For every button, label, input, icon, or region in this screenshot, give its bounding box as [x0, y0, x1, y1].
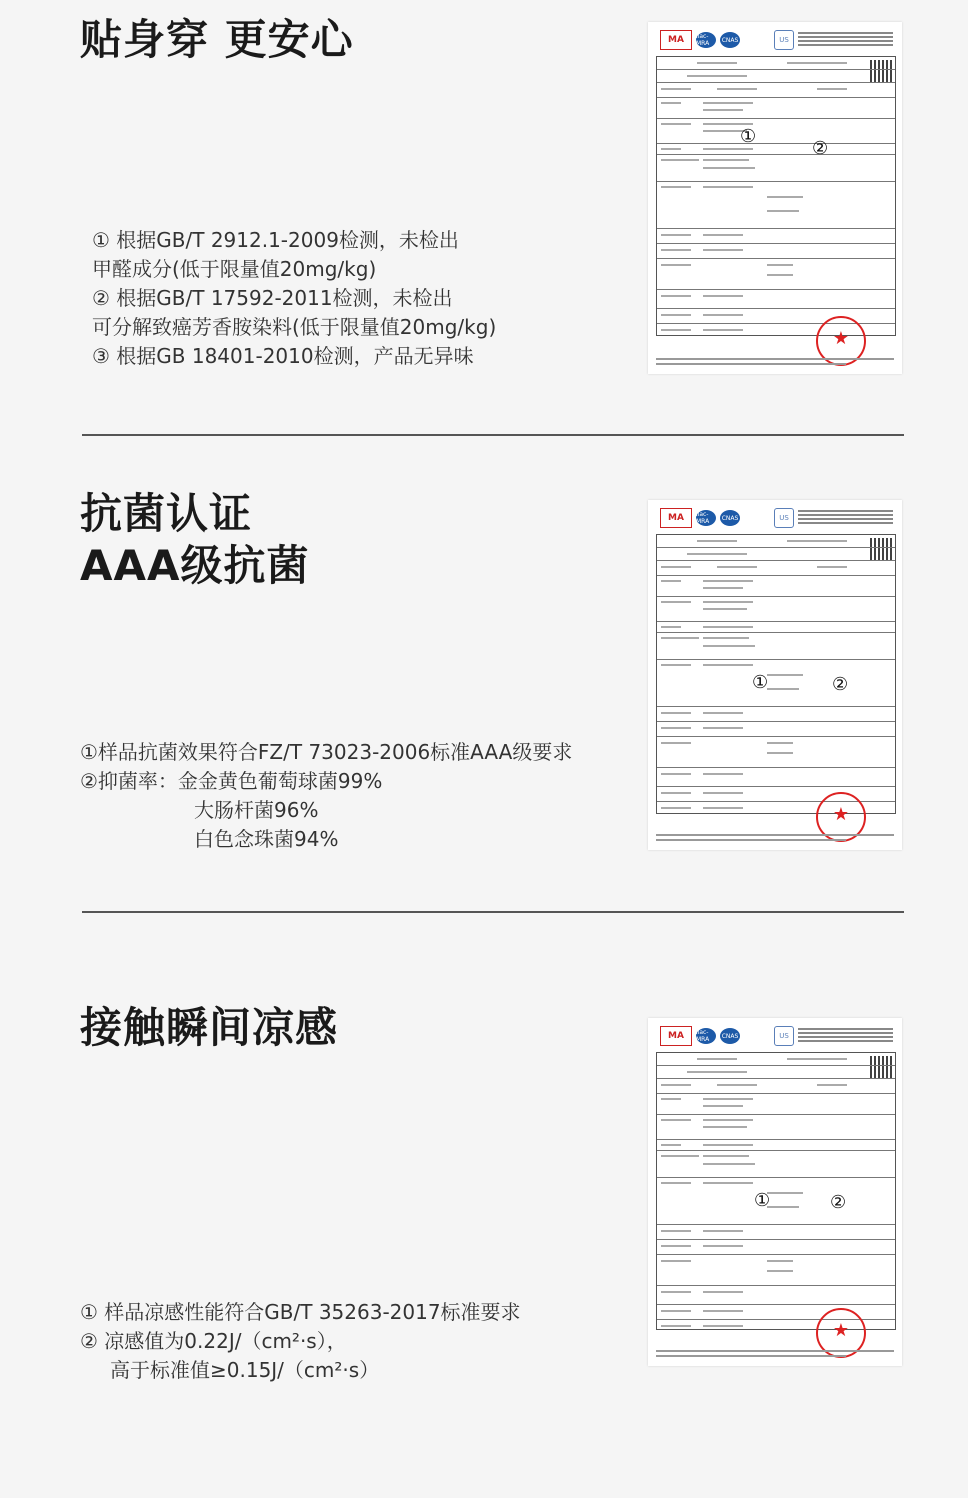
report-mark-1: ①	[754, 1190, 771, 1211]
cert-logo: US	[774, 30, 794, 50]
desc-line: ①样品抗菌效果符合FZ/T 73023-2006标准AAA级要求	[80, 740, 573, 764]
red-seal-icon: ★	[816, 316, 866, 366]
report-mark-2: ②	[832, 674, 849, 695]
ilac-logo: ilac-MRA	[696, 510, 716, 526]
title-line: 抗菌认证	[80, 489, 253, 538]
section-title	[80, 14, 354, 66]
ilac-logo: ilac-MRA	[696, 1028, 716, 1044]
cnas-logo: CNAS	[720, 510, 740, 526]
report-org-lines	[798, 30, 893, 48]
desc-line: 可分解致癌芳香胺染料(低于限量值20mg/kg)	[92, 315, 497, 339]
ma-logo: MA	[660, 30, 692, 50]
ma-logo: MA	[660, 508, 692, 528]
report-mark-1: ①	[752, 672, 769, 693]
desc-line: ③ 根据GB 18401-2010检测，产品无异味	[92, 344, 474, 368]
test-report-image	[648, 500, 902, 850]
red-seal-icon: ★	[816, 792, 866, 842]
report-org-lines	[798, 508, 893, 526]
report-table	[656, 56, 896, 336]
section-safety	[0, 0, 968, 440]
report-table	[656, 534, 896, 814]
report-footer	[656, 831, 894, 844]
cnas-logo: CNAS	[720, 1028, 740, 1044]
cert-logo: US	[774, 508, 794, 528]
report-mark-1: ①	[740, 126, 757, 147]
title-line: 接触瞬间凉感	[80, 1003, 339, 1052]
desc-line: ② 凉感值为0.22J/（cm²·s），	[80, 1329, 347, 1353]
report-table	[656, 1052, 896, 1330]
divider	[82, 911, 904, 913]
report-logos	[660, 508, 794, 528]
report-org-lines	[798, 1026, 893, 1044]
section-title	[80, 1002, 338, 1054]
section-description	[80, 1298, 521, 1385]
title-line: 贴身穿 更安心	[80, 15, 354, 64]
report-mark-2: ②	[812, 138, 829, 159]
test-report-image	[648, 1018, 902, 1366]
desc-line: 高于标准值≥0.15J/（cm²·s）	[110, 1358, 380, 1382]
section-cooling	[0, 914, 968, 1498]
report-logos	[660, 30, 794, 50]
cnas-logo: CNAS	[720, 32, 740, 48]
divider	[82, 434, 904, 436]
test-report-image	[648, 22, 902, 374]
ma-logo: MA	[660, 1026, 692, 1046]
desc-line: 白色念珠菌94%	[194, 827, 339, 851]
ilac-logo: ilac-MRA	[696, 32, 716, 48]
cert-logo: US	[774, 1026, 794, 1046]
title-line: AAA级抗菌	[80, 541, 310, 590]
report-footer	[656, 355, 894, 368]
report-logos	[660, 1026, 794, 1046]
desc-line: ① 样品凉感性能符合GB/T 35263-2017标准要求	[80, 1300, 521, 1324]
section-description	[80, 738, 572, 854]
desc-line: ②抑菌率：金金黄色葡萄球菌99%	[80, 769, 383, 793]
section-antibacterial	[0, 440, 968, 910]
desc-line: 大肠杆菌96%	[194, 798, 319, 822]
report-mark-2: ②	[830, 1192, 847, 1213]
desc-line: ② 根据GB/T 17592-2011检测，未检出	[92, 286, 453, 310]
section-description	[92, 226, 496, 371]
section-title	[80, 488, 310, 592]
red-seal-icon: ★	[816, 1308, 866, 1358]
desc-line: 甲醛成分(低于限量值20mg/kg)	[92, 257, 377, 281]
report-footer	[656, 1347, 894, 1360]
desc-line: ① 根据GB/T 2912.1-2009检测，未检出	[92, 228, 459, 252]
